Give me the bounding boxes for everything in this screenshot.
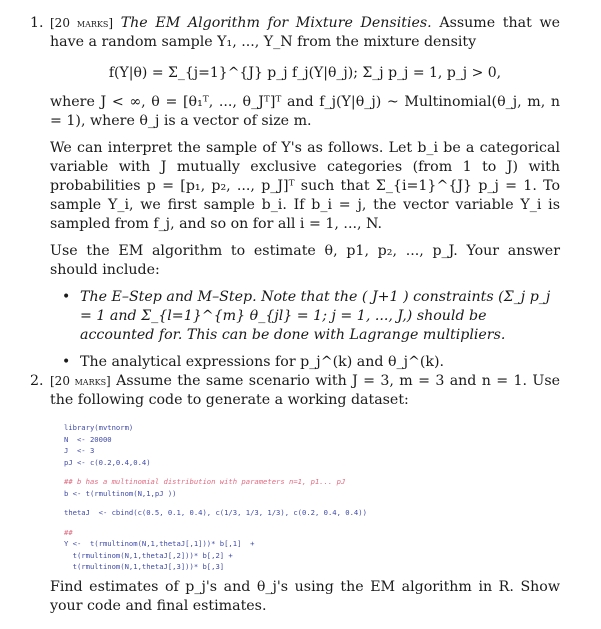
mixture-density-formula: f(Y|θ) = Σ_{j=1}^{J} p_j f_j(Y|θ_j); Σ_j p_j = 1, p_j > 0, [108, 65, 502, 81]
requirement-e-m-step [58, 288, 560, 345]
code-line: pJ <- c(0.2,0.4,0.4) [64, 457, 151, 467]
problem-1-task: Use the EM algorithm to estimate θ, p1, p₂, ..., p_J. Your answer should include: [50, 243, 560, 278]
problem-2-number: 2. [30, 373, 44, 389]
requirement-analytical-expressions-text: The analytical expressions for p_j^(k) and θ_j^(k). [80, 354, 445, 370]
requirement-analytical-expressions [58, 353, 560, 372]
problem-1-title: The EM Algorithm for Mixture Densities. [120, 15, 432, 31]
r-code-block [64, 422, 560, 573]
code-line: Y <- t(rmultinom(N,1,thetaJ[,1]))* b[,1] + [64, 539, 255, 548]
problem-1-number: 1. [30, 15, 44, 31]
problem-2-final-text: Find estimates of p_j's and θ_j's using the EM algorithm in R. Show your code and final estimates. [50, 579, 560, 614]
code-line: b <- t(rmultinom(N,1,pJ )) [64, 488, 177, 498]
code-line: library(mvtnorm) [64, 423, 134, 432]
code-comment: ## b has a multinomial distribution with parameters n=1, p1... pJ [64, 477, 346, 486]
problem-2-intro: Assume the same scenario with J = 3, m = 3 and n = 1. Use the following code to generate a working dataset: [50, 373, 560, 408]
problem-2-marks: [20 marks] [50, 374, 111, 388]
problem-2-intro-paragraph [50, 372, 560, 410]
code-comment: ## [64, 527, 73, 537]
code-line: thetaJ <- cbind(c(0.5, 0.1, 0.4), c(1/3, 1/3, 1/3), c(0.2, 0.4, 0.4)) [64, 508, 367, 517]
problem-1-requirements [58, 288, 560, 372]
code-line: N <- 20000 [64, 434, 112, 444]
problem-1-marks: [20 marks] [50, 16, 114, 30]
problem-2-final [30, 578, 560, 624]
code-line: J <- 3 [64, 446, 95, 455]
code-line: t(rmultinom(N,1,thetaJ[,2]))* b[,2] + [64, 550, 233, 560]
problem-1-interpretation: We can interpret the sample of Y's as follows. Let b_i be a categorical variable with J mutually exclusive categories (from 1 to J) with probabilities p = [p₁, p₂, ..., p_J]ᵀ such that Σ_{i=1}^{J} p_j = 1. To sample Y_i, we first sample b_i. If b_i = j, the vector variable Y_i is sampled from f_j, and so on for all i = 1, ..., N. [50, 140, 560, 232]
bullet-icon: • [62, 354, 71, 370]
requirement-e-m-step-text: The E–Step and M–Step. Note that the ( J+1 ) constraints (Σ_j p_j = 1 and Σ_{l=1}^{m} θ_{jl} = 1; j = 1, ..., J,) should be accounted for. This can be done with Lagrange multipliers. [80, 289, 551, 343]
problem-1-intro-paragraph [50, 14, 560, 52]
problem-1-where-line: where J < ∞, θ = [θ₁ᵀ, ..., θ_Jᵀ]ᵀ and f_j(Y|θ_j) ~ Multinomial(θ_j, m, n = 1), where θ_j is a vector of size m. [50, 94, 560, 129]
problem-1-intro: Assume that we have a random sample Y₁, ..., Y_N from the mixture density [50, 15, 560, 50]
bullet-icon: • [62, 289, 71, 305]
problem-1 [30, 14, 560, 380]
code-line: t(rmultinom(N,1,thetaJ[,3]))* b[,3] [64, 562, 225, 571]
problem-2 [30, 372, 560, 573]
